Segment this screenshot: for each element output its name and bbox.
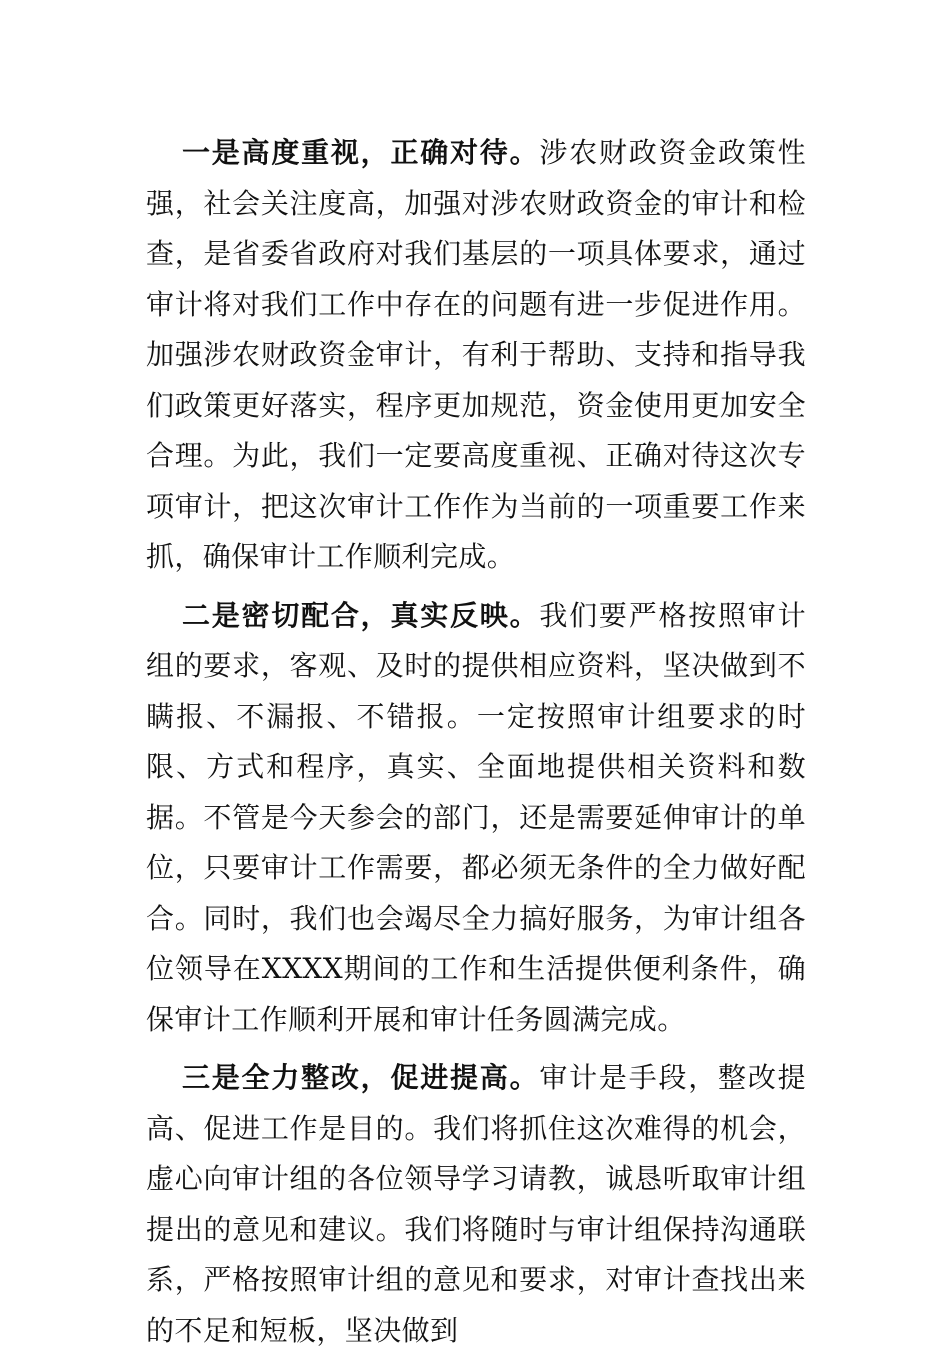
paragraph-3-text: 审计是手段，整改提高、促进工作是目的。我们将抓住这次难得的机会，虚心向审计组的各位领导学习请教，诚恳听取审计组提出的意见和建议。我们将随时与审计组保持沟通联系，严格按照审计组的意见和要求，对审计查找出来的不足和短板，坚决做到 [146,1061,806,1347]
paragraph-3-heading: 三是全力整改，促进提高。 [182,1061,540,1094]
document-body [146,128,806,1364]
paragraph-1 [146,128,806,583]
paragraph-2 [146,591,806,1046]
paragraph-2-text: 我们要严格按照审计组的要求，客观、及时的提供相应资料，坚决做到不瞒报、不漏报、不错报。一定按照审计组要求的时限、方式和程序，真实、全面地提供相关资料和数据。不管是今天参会的部门，还是需要延伸审计的单位，只要审计工作需要，都必须无条件的全力做好配合。同时，我们也会竭尽全力搞好服务，为审计组各位领导在XXXX期间的工作和生活提供便利条件，确保审计工作顺利开展和审计任务圆满完成。 [146,598,806,1036]
paragraph-1-text: 涉农财政资金政策性强，社会关注度高，加强对涉农财政资金的审计和检查，是省委省政府对我们基层的一项具体要求，通过审计将对我们工作中存在的问题有进一步促进作用。加强涉农财政资金审计，有利于帮助、支持和指导我们政策更好落实，程序更加规范，资金使用更加安全合理。为此，我们一定要高度重视、正确对待这次专项审计，把这次审计工作作为当前的一项重要工作来抓，确保审计工作顺利完成。 [146,136,806,573]
paragraph-1-heading: 一是高度重视，正确对待。 [182,136,540,169]
paragraph-2-heading: 二是密切配合，真实反映。 [182,598,540,632]
paragraph-3 [146,1053,806,1356]
